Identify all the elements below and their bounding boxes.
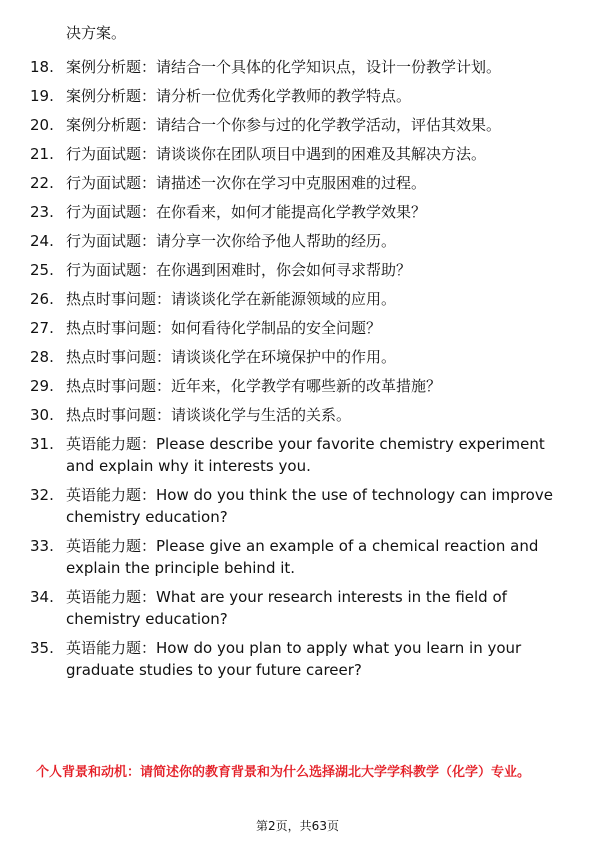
question-item [30, 535, 570, 579]
question-item [30, 259, 570, 281]
question-text: 热点时事问题：请谈谈化学在环境保护中的作用。 [66, 348, 397, 366]
question-number: 20. [30, 116, 54, 134]
question-number: 21. [30, 145, 54, 163]
question-number: 28. [30, 348, 54, 366]
question-number: 32. [30, 486, 54, 504]
question-text: 热点时事问题：近年来，化学教学有哪些新的改革措施？ [66, 377, 442, 395]
question-number: 25. [30, 261, 54, 279]
question-text: 英语能力题：Please describe your favorite chemistry experiment and explain why it interests you. [66, 435, 545, 475]
question-item [30, 637, 570, 681]
question-number: 27. [30, 319, 54, 337]
question-item [30, 288, 570, 310]
question-item [30, 404, 570, 426]
question-text: 英语能力题：How do you think the use of technology can improve chemistry education? [66, 486, 553, 526]
question-text: 行为面试题：请谈谈你在团队项目中遇到的困难及其解决方法。 [66, 145, 487, 163]
question-text: 英语能力题：How do you plan to apply what you learn in your graduate studies to your future career? [66, 639, 522, 679]
question-text: 热点时事问题：如何看待化学制品的安全问题？ [66, 319, 382, 337]
question-text: 英语能力题：What are your research interests in the field of chemistry education? [66, 588, 507, 628]
question-number: 35. [30, 639, 54, 657]
question-number: 23. [30, 203, 54, 221]
question-text: 案例分析题：请结合一个你参与过的化学教学活动，评估其效果。 [66, 116, 502, 134]
question-item [30, 172, 570, 194]
question-item [30, 143, 570, 165]
question-number: 26. [30, 290, 54, 308]
question-number: 29. [30, 377, 54, 395]
motivation-question: 个人背景和动机：请简述你的教育背景和为什么选择湖北大学学科教学（化学）专业。 [36, 765, 531, 780]
question-list [30, 56, 570, 688]
question-text: 行为面试题：请分享一次你给予他人帮助的经历。 [66, 232, 397, 250]
question-text: 热点时事问题：请谈谈化学在新能源领域的应用。 [66, 290, 397, 308]
question-number: 24. [30, 232, 54, 250]
question-number: 19. [30, 87, 54, 105]
question-item [30, 433, 570, 477]
question-number: 34. [30, 588, 54, 606]
question-item [30, 346, 570, 368]
question-number: 31. [30, 435, 54, 453]
question-number: 18. [30, 58, 54, 76]
question-item [30, 317, 570, 339]
question-text: 英语能力题：Please give an example of a chemical reaction and explain the principle behind it. [66, 537, 539, 577]
question-number: 22. [30, 174, 54, 192]
question-item [30, 201, 570, 223]
question-text: 行为面试题：在你遇到困难时，你会如何寻求帮助？ [66, 261, 412, 279]
question-text: 热点时事问题：请谈谈化学与生活的关系。 [66, 406, 352, 424]
question-text: 行为面试题：在你看来，如何才能提高化学教学效果？ [66, 203, 427, 221]
question-text: 案例分析题：请分析一位优秀化学教师的教学特点。 [66, 87, 412, 105]
question-item [30, 230, 570, 252]
question-item [30, 586, 570, 630]
question-item [30, 85, 570, 107]
question-number: 30. [30, 406, 54, 424]
question-item [30, 114, 570, 136]
continued-text: 决方案。 [66, 24, 127, 42]
question-text: 行为面试题：请描述一次你在学习中克服困难的过程。 [66, 174, 427, 192]
question-item [30, 56, 570, 78]
page-footer: 第2页，共63页 [256, 819, 339, 833]
question-item [30, 375, 570, 397]
question-item [30, 484, 570, 528]
question-text: 案例分析题：请结合一个具体的化学知识点，设计一份教学计划。 [66, 58, 502, 76]
question-number: 33. [30, 537, 54, 555]
